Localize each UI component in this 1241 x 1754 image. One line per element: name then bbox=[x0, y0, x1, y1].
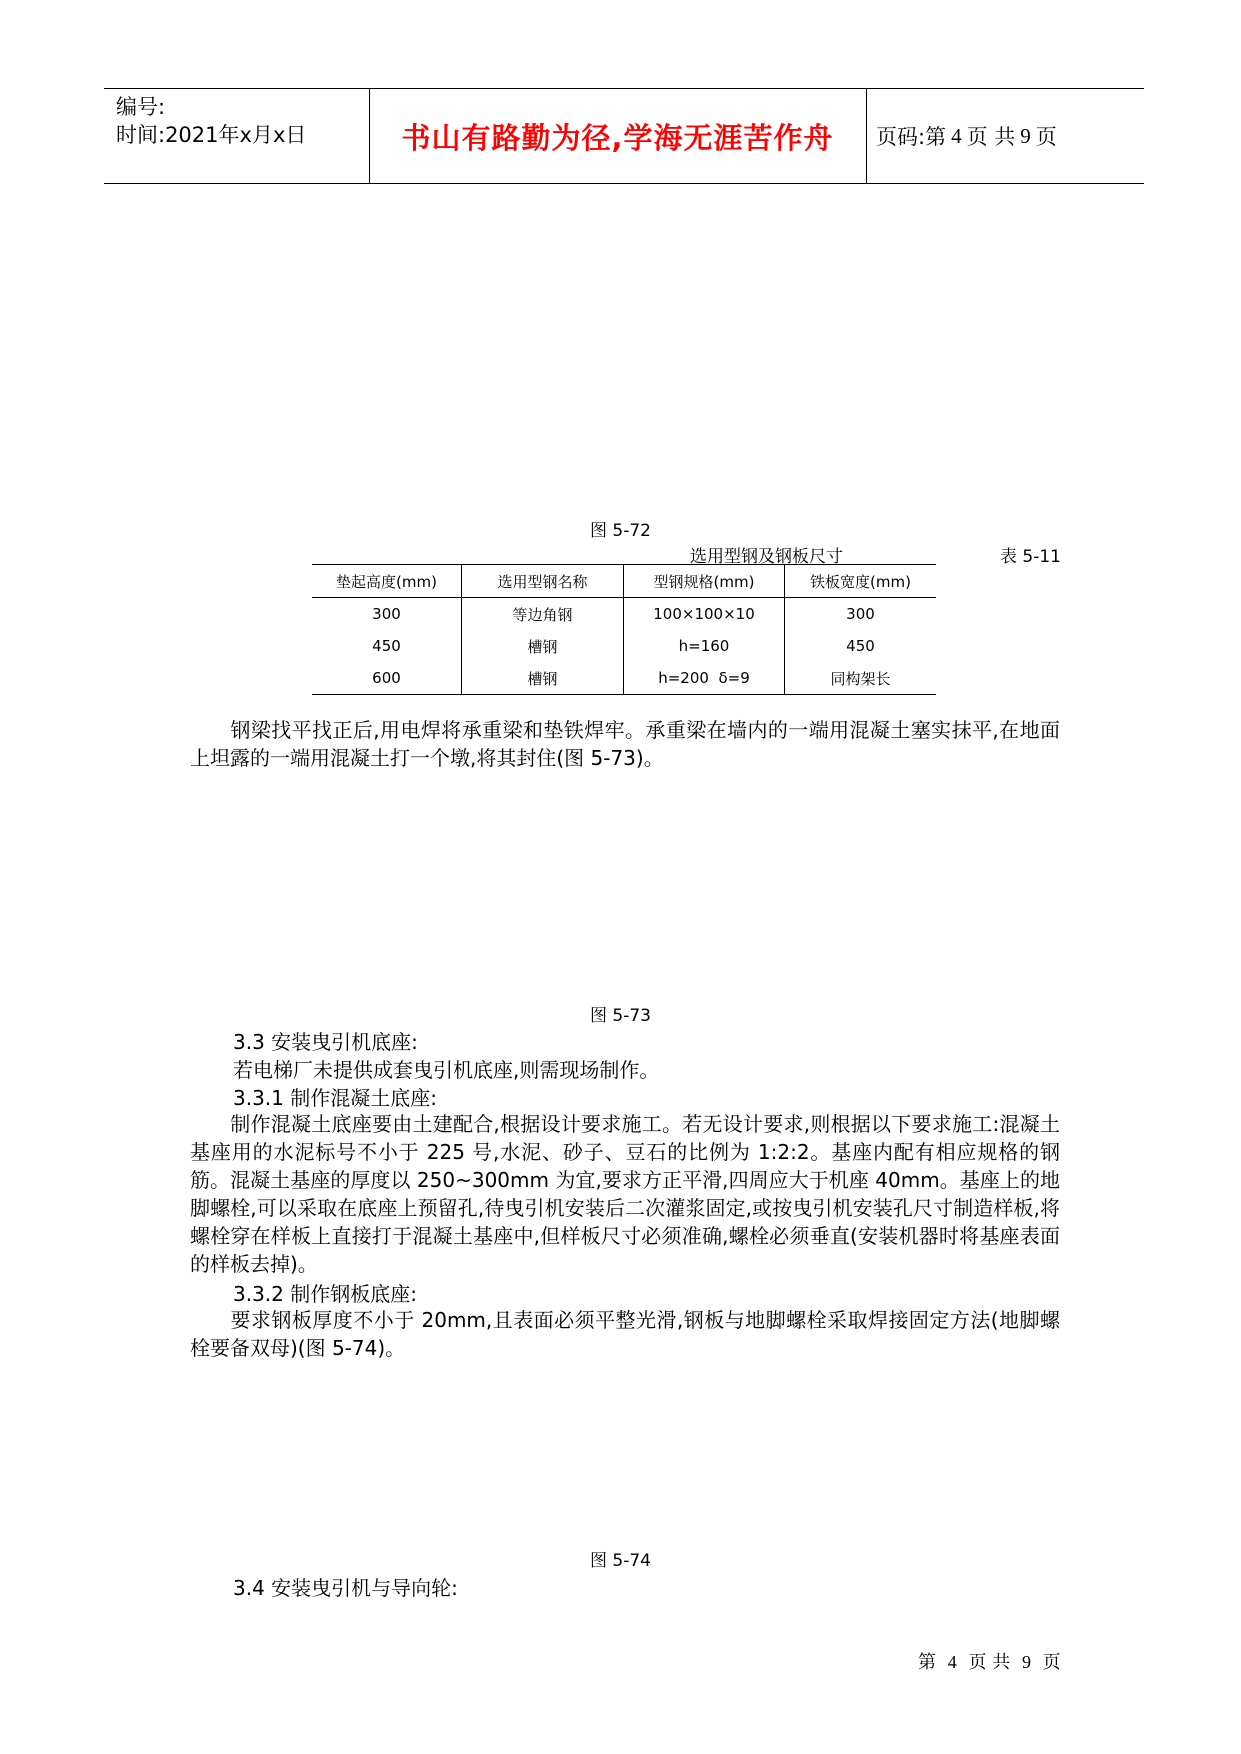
table-cell: 300 bbox=[785, 598, 937, 631]
time-label: 时间:2021年x月x日 bbox=[116, 123, 307, 147]
table-cell: 槽钢 bbox=[462, 630, 624, 662]
figure-caption-5-73: 图 5-73 bbox=[590, 1006, 651, 1026]
paragraph-text: 钢梁找平找正后,用电焊将承重梁和垫铁焊牢。承重梁在墙内的一端用混凝土塞实抹平,在地面上坦露的一端用混凝土打一个墩,将其封住(图 5-73)。 bbox=[190, 718, 1060, 770]
header-page-current: 4 bbox=[951, 123, 962, 148]
header-page-info bbox=[876, 89, 1057, 183]
table-number: 表 5-11 bbox=[1000, 547, 1061, 567]
header-page-prefix: 页码:第 bbox=[876, 125, 947, 149]
footer-current: 4 bbox=[947, 1652, 957, 1672]
table-cell: 同构架长 bbox=[785, 662, 937, 695]
number-label: 编号: bbox=[116, 95, 166, 119]
table-header-row bbox=[312, 565, 936, 598]
paragraph-steel-base bbox=[190, 1306, 1060, 1362]
table-row bbox=[312, 598, 936, 631]
table-header-cell: 铁板宽度(mm) bbox=[785, 565, 937, 598]
table-cell: 450 bbox=[785, 630, 937, 662]
table-header-cell: 选用型钢名称 bbox=[462, 565, 624, 598]
footer-prefix: 第 bbox=[918, 1652, 936, 1673]
paragraph-beam-welding bbox=[190, 716, 1060, 772]
spec-table bbox=[312, 564, 936, 695]
table-cell: 槽钢 bbox=[462, 662, 624, 695]
table-header-cell: 型钢规格(mm) bbox=[624, 565, 785, 598]
table-title: 选用型钢及钢板尺寸 bbox=[690, 547, 843, 567]
page-header bbox=[104, 88, 1144, 184]
header-motto: 书山有路勤为径,学海无涯苦作舟 bbox=[401, 120, 834, 155]
table-cell: 等边角钢 bbox=[462, 598, 624, 631]
section-heading-3-3-2: 3.3.2 制作钢板底座: bbox=[233, 1282, 417, 1306]
table-cell: h=200 δ=9 bbox=[624, 662, 785, 695]
table-cell: 450 bbox=[372, 637, 401, 655]
page-footer bbox=[918, 1648, 1061, 1674]
header-page-suffix: 页 bbox=[1035, 125, 1057, 149]
header-page-total: 9 bbox=[1020, 123, 1031, 148]
section-heading-3-3: 3.3 安装曳引机底座: bbox=[233, 1030, 418, 1054]
header-divider-right bbox=[866, 89, 867, 183]
footer-mid: 页 共 bbox=[968, 1652, 1011, 1673]
section-heading-3-3-1: 3.3.1 制作混凝土底座: bbox=[233, 1086, 437, 1110]
table-header-cell: 垫起高度(mm) bbox=[336, 572, 437, 591]
table-cell: 600 bbox=[372, 669, 401, 687]
table-row bbox=[312, 630, 936, 662]
figure-caption-5-74: 图 5-74 bbox=[590, 1551, 651, 1571]
figure-caption-5-72: 图 5-72 bbox=[590, 521, 651, 541]
section-heading-3-4: 3.4 安装曳引机与导向轮: bbox=[233, 1576, 458, 1600]
table-cell: h=160 bbox=[624, 630, 785, 662]
table-cell: 100×100×10 bbox=[624, 598, 785, 631]
footer-suffix: 页 bbox=[1042, 1652, 1061, 1673]
table-cell: 300 bbox=[372, 605, 401, 623]
footer-total: 9 bbox=[1021, 1652, 1031, 1672]
paragraph-concrete-base bbox=[190, 1110, 1060, 1278]
table-row bbox=[312, 662, 936, 695]
header-left bbox=[116, 93, 306, 149]
paragraph-text: 制作混凝土底座要由土建配合,根据设计要求施工。若无设计要求,则根据以下要求施工:混凝土基座用的水泥标号不小于 225 号,水泥、砂子、豆石的比例为 1:2:2。基座内配有相应规格的钢筋。混凝土基座的厚度以 250~300mm 为宜,要求方正平滑,四周应大于机座 40mm。基座上的地脚螺栓,可以采取在底座上预留孔,待曳引机安装后二次灌浆固定,或按曳引机安装孔尺寸制造样板,将螺栓穿在样板上直接打于混凝土基座中,但样板尺寸必须准确,螺栓必须垂直(安装机器时将基座表面的样板去掉)。 bbox=[190, 1112, 1060, 1276]
paragraph-text: 要求钢板厚度不小于 20mm,且表面必须平整光滑,钢板与地脚螺栓采取焊接固定方法(地脚螺栓要备双母)(图 5-74)。 bbox=[190, 1308, 1060, 1360]
paragraph-base-fabrication: 若电梯厂未提供成套曳引机底座,则需现场制作。 bbox=[233, 1058, 660, 1082]
header-page-mid: 页 共 bbox=[966, 125, 1016, 149]
